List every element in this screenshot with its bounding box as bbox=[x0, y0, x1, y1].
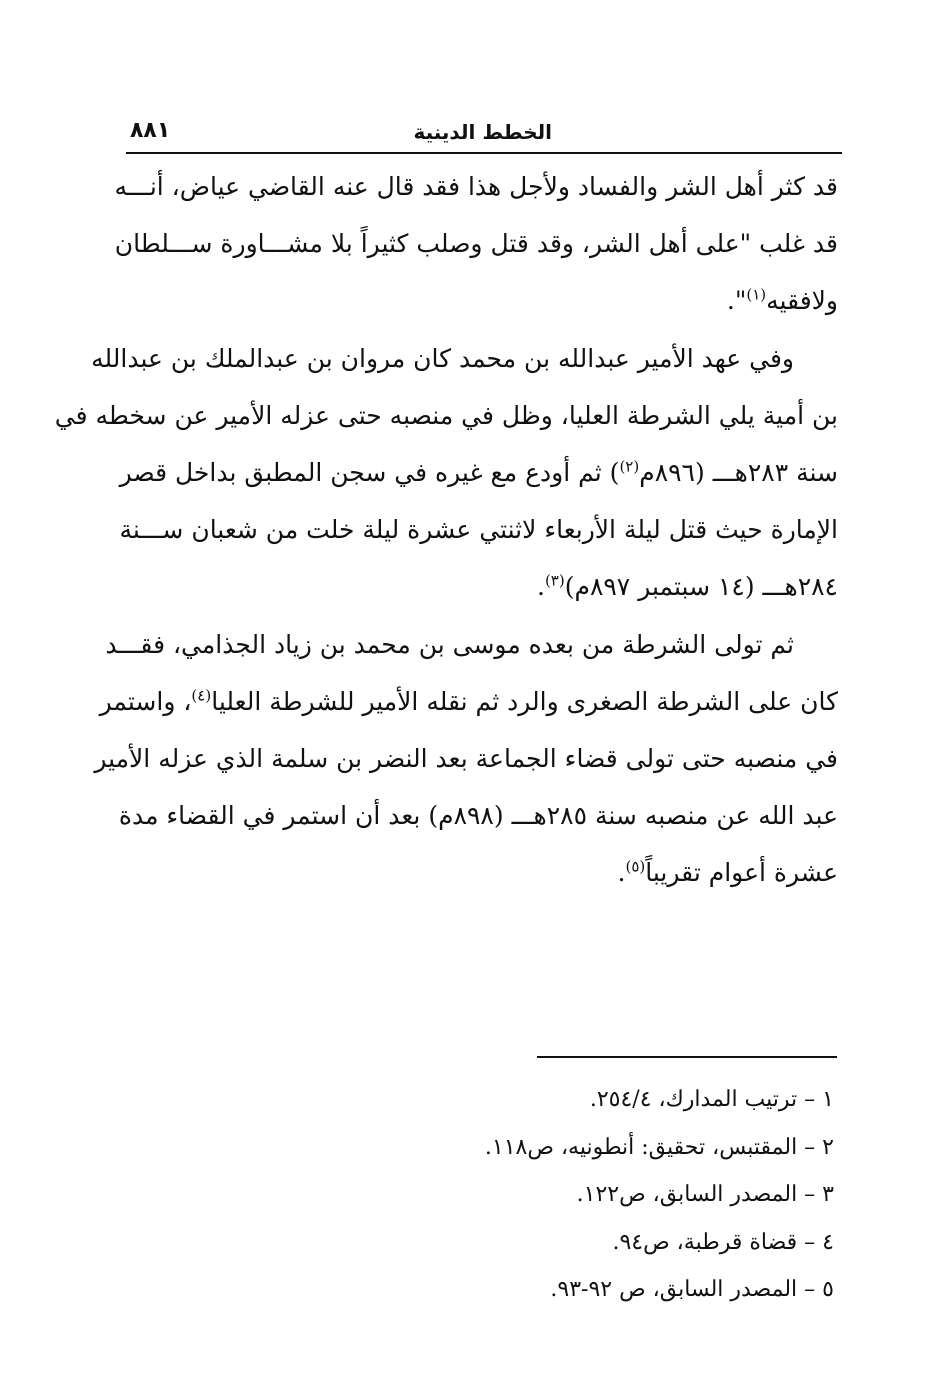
paragraph-2 bbox=[91, 330, 838, 387]
running-header bbox=[126, 112, 842, 152]
text-line: بن أمية يلي الشرطة العليا، وظل في منصبه حتى عزله الأمير عن سخطه في bbox=[54, 400, 838, 430]
footnote-1: ١ – ترتيب المدارك، ٢٥٤/٤. bbox=[589, 1087, 834, 1112]
header-rule bbox=[126, 152, 842, 154]
text-line: في منصبه حتى تولى قضاء الجماعة بعد النضر بن سلمة الذي عزله الأمير bbox=[94, 744, 838, 774]
text-line: ولافقيه$^{(١)}$". bbox=[726, 286, 838, 316]
paragraph-3 bbox=[105, 616, 838, 673]
footnote-5: ٥ – المصدر السابق، ص ٩٢-٩٣. bbox=[550, 1277, 834, 1302]
text-line: سنة ٢٨٣هـــ (٨٩٦م$^{(٢)}$) ثم أودع مع غيره في سجن المطبق بداخل قصر bbox=[119, 457, 838, 488]
footnote-rule bbox=[537, 1056, 837, 1058]
footnotes bbox=[440, 1076, 834, 1314]
page-number: ٨٨١ bbox=[130, 118, 171, 143]
body-text bbox=[54, 158, 838, 902]
text-line: عبد الله عن منصبه سنة ٢٨٥هـــ (٨٩٨م) بعد أن استمر في القضاء مدة bbox=[118, 801, 838, 831]
footnote-4: ٤ – قضاة قرطبة، ص٩٤. bbox=[612, 1229, 834, 1255]
text-line: كان على الشرطة الصغرى والرد ثم نقله الأمير للشرطة العليا$^{(٤)}$، واستمر bbox=[99, 686, 838, 716]
running-header-title: الخطط الدينية bbox=[413, 120, 552, 144]
text-line: ثم تولى الشرطة من بعده موسى بن محمد بن زياد الجذامي، فقـــد bbox=[105, 629, 794, 659]
text-line: ٢٨٤هـــ (١٤ سبتمبر ٨٩٧م)$^{(٣)}$. bbox=[536, 572, 838, 602]
paragraph-2-cont bbox=[54, 387, 838, 616]
footnote-2: ٢ – المقتبس، تحقيق: أنطونيه، ص١١٨. bbox=[484, 1134, 834, 1160]
text-line: وفي عهد الأمير عبدالله بن محمد كان مروان بن عبدالملك بن عبدالله bbox=[91, 343, 794, 373]
text-line: عشرة أعوام تقريباً$^{(٥)}$. bbox=[617, 858, 838, 888]
text-line: قد كثر أهل الشر والفساد ولأجل هذا فقد قال عنه القاضي عياض، أنـــه bbox=[114, 172, 838, 201]
paragraph-3-cont bbox=[94, 673, 838, 902]
paragraph-1 bbox=[114, 158, 838, 330]
footnote-3: ٣ – المصدر السابق، ص١٢٢. bbox=[576, 1182, 834, 1207]
text-line: قد غلب "على أهل الشر، وقد قتل وصلب كثيراً بلا مشـــاورة ســـلطان bbox=[114, 229, 838, 259]
text-line: الإمارة حيث قتل ليلة الأربعاء لاثنتي عشرة ليلة خلت من شعبان ســـنة bbox=[119, 515, 838, 545]
